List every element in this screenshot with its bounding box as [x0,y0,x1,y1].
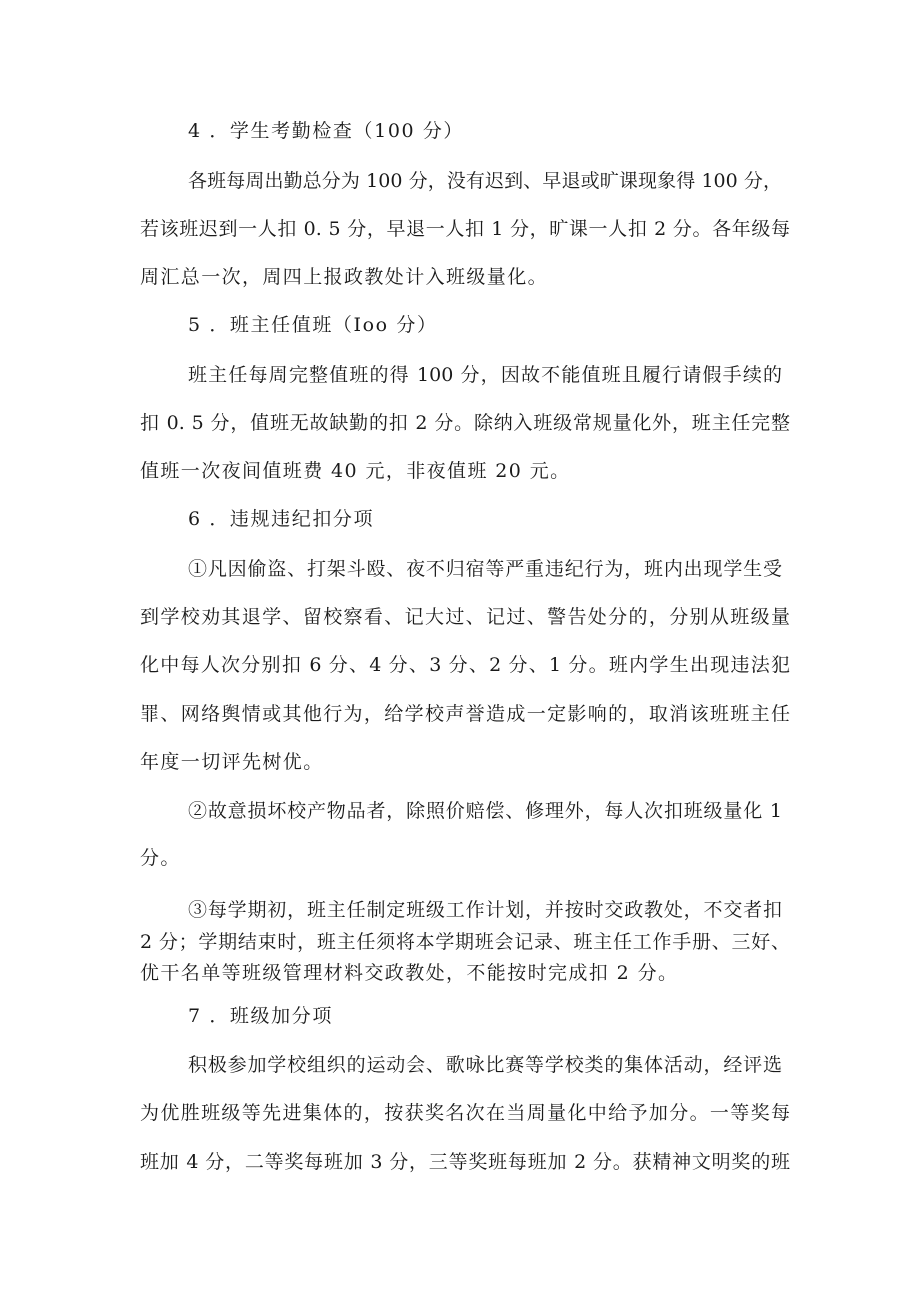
paragraph-line: 积极参加学校组织的运动会、歌咏比赛等学校类的集体活动，经评选 [188,1054,782,1076]
paragraph-line: 罪、网络舆情或其他行为，给学校声誉造成一定影响的，取消该班班主任 [140,703,790,725]
paragraph-line: 年度一切评先树优。 [140,751,324,773]
paragraph-line: ①凡因偷盗、打架斗殴、夜不归宿等严重违纪行为，班内出现学生受 [188,558,782,580]
paragraph-line: 值班一次夜间值班费 40 元，非夜值班 20 元。 [140,460,571,482]
paragraph-line: 若该班迟到一人扣 0. 5 分，早退一人扣 1 分，旷课一人扣 2 分。各年级每 [140,218,790,240]
paragraph-line: 化中每人次分别扣 6 分、4 分、3 分、2 分、1 分。班内学生出现违法犯 [140,654,790,676]
paragraph-line: ③每学期初，班主任制定班级工作计划，并按时交政教处，不交者扣 [188,899,782,921]
paragraph-line: 2 分；学期结束时，班主任须将本学期班会记录、班主任工作手册、三好、 [140,931,790,953]
paragraph-line: ②故意损坏校产物品者，除照价赔偿、修理外，每人次扣班级量化 1 [188,800,782,822]
paragraph-line: 班加 4 分，二等奖每班加 3 分，三等奖班每班加 2 分。获精神文明奖的班 [140,1151,790,1173]
section-5-heading: 5 ．班主任值班（Ioo 分） [188,314,438,336]
paragraph-line: 到学校劝其退学、留校察看、记大过、记过、警告处分的，分别从班级量 [140,606,790,628]
paragraph-line: 扣 0. 5 分，值班无故缺勤的扣 2 分。除纳入班级常规量化外，班主任完整 [140,412,790,434]
section-7-heading: 7 ．班级加分项 [188,1005,333,1027]
paragraph-line: 周汇总一次，周四上报政教处计入班级量化。 [140,266,549,288]
paragraph-line: 各班每周出勤总分为 100 分，没有迟到、早退或旷课现象得 100 分， [188,170,782,192]
section-6-heading: 6 ．违规违纪扣分项 [188,508,375,530]
paragraph-line: 优干名单等班级管理材料交政教处，不能按时完成扣 2 分。 [140,962,679,984]
paragraph-line: 分。 [140,847,181,869]
paragraph-line: 班主任每周完整值班的得 100 分，因故不能值班且履行请假手续的 [188,364,782,386]
paragraph-line: 为优胜班级等先进集体的，按获奖名次在当周量化中给予加分。一等奖每 [140,1102,790,1124]
section-4-heading: 4 ．学生考勤检查（100 分） [188,120,465,142]
